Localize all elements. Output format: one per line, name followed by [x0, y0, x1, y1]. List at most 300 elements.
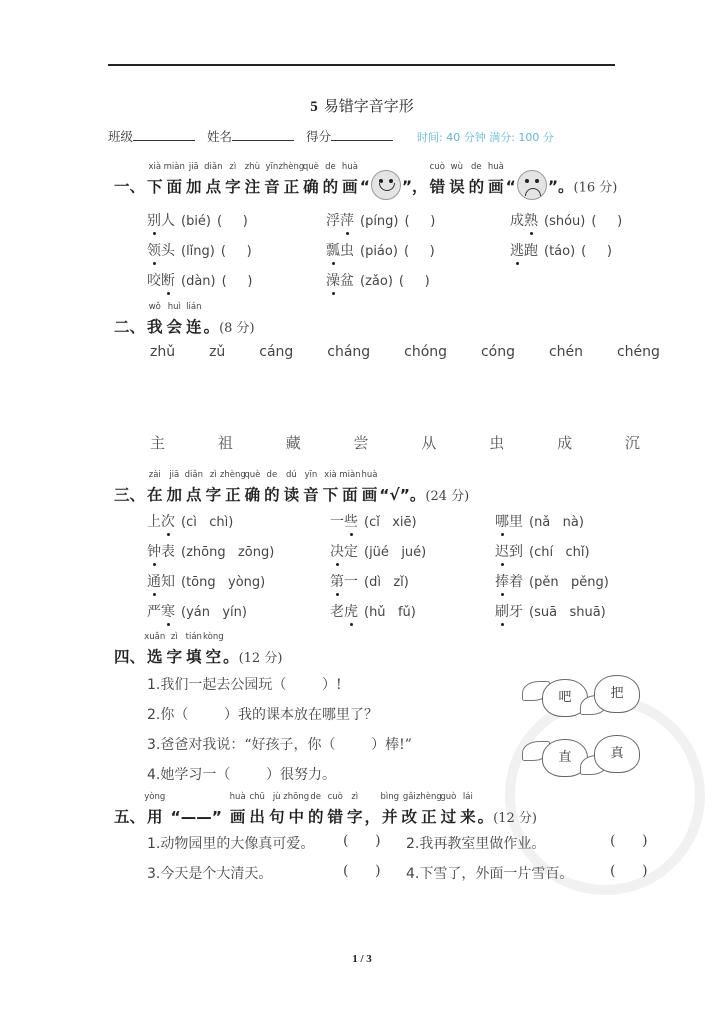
- sentence[interactable]: 下雪了，外面一片雪百。: [419, 866, 574, 882]
- char: 知: [161, 574, 175, 590]
- ruby-char: [184, 470, 203, 505]
- fill-blank-item: [147, 764, 336, 784]
- pinyin-annotation: gǎi: [402, 792, 416, 802]
- pinyin-annotation: huà: [229, 792, 246, 802]
- hanzi-option[interactable]: 藏: [285, 434, 301, 452]
- pinyin-annotation: jiā: [169, 470, 180, 480]
- answer-blank[interactable]: ( ): [220, 244, 252, 259]
- hanzi: 注: [244, 177, 261, 196]
- reading-choice-item: [495, 511, 584, 531]
- ruby-char: [166, 470, 183, 505]
- dotted-char: 捧: [495, 574, 509, 590]
- hanzi: 音: [303, 486, 319, 504]
- pinyin-check-item: [147, 270, 252, 290]
- pinyin: (píng): [360, 214, 399, 229]
- sentence-with-blank[interactable]: 爸爸对我说：“好孩子，你（ ）棒!”: [160, 737, 412, 753]
- ruby-char: [401, 792, 418, 827]
- hanzi: 来: [460, 808, 476, 826]
- ruby-char: [163, 161, 185, 197]
- ruby-char: [244, 161, 261, 197]
- ruby-char: [268, 792, 285, 827]
- dotted-char: 第: [330, 574, 344, 590]
- hanzi: 字: [205, 486, 222, 504]
- char: 牙: [509, 604, 523, 620]
- section-score: (12 分): [493, 811, 537, 826]
- hanzi: 确: [244, 486, 261, 504]
- char: 跑: [524, 243, 538, 259]
- dotted-word: [147, 273, 175, 289]
- pinyin-annotation: huà: [487, 161, 504, 172]
- error-correction-item: [406, 833, 545, 853]
- ruby-char: [347, 792, 363, 827]
- pinyin-option[interactable]: chéng: [616, 344, 660, 360]
- hanzi: 下: [322, 486, 339, 504]
- period: 。: [223, 648, 239, 666]
- sad-face-icon: [517, 170, 547, 200]
- ruby-char: [361, 470, 378, 505]
- reading-choice-item: [330, 571, 409, 591]
- pinyin-annotation: de: [310, 792, 322, 802]
- hanzi: 画: [488, 177, 504, 196]
- pinyin-annotation: bìng: [380, 792, 400, 802]
- section-score: (8 分): [219, 321, 255, 336]
- pinyin-check-item: [147, 210, 248, 230]
- score-field[interactable]: [331, 129, 393, 141]
- pinyin-annotation: zì: [229, 161, 237, 172]
- pinyin-annotation: miàn: [339, 470, 361, 480]
- ruby-char: [185, 632, 202, 667]
- pinyin-options[interactable]: (cì chì): [181, 515, 234, 530]
- pinyin-annotation: jù: [272, 792, 281, 802]
- name-field[interactable]: [232, 129, 294, 141]
- ruby-char: [449, 161, 465, 197]
- ruby-char: [322, 161, 339, 197]
- error-correction-item: [147, 863, 272, 883]
- hanzi: 加: [186, 177, 202, 196]
- dotted-word: [510, 213, 538, 229]
- char: 到: [509, 544, 523, 560]
- pinyin-annotation: xià: [324, 470, 337, 480]
- hanzi: 错: [327, 808, 343, 826]
- pinyin-option[interactable]: cháng: [327, 344, 371, 360]
- pinyin-check-item: [510, 240, 612, 260]
- ruby-char: [341, 161, 358, 197]
- student-info-row: [108, 127, 554, 145]
- class-field[interactable]: [133, 129, 195, 141]
- dotted-word: [147, 213, 175, 229]
- dotted-char: 澡: [326, 273, 340, 289]
- exam-meta: 时间: 40 分钟 满分: 100 分: [417, 131, 554, 144]
- section-3-heading: [114, 470, 470, 505]
- item-number: 4.: [406, 866, 420, 882]
- pinyin-annotation: lái: [462, 792, 473, 802]
- pinyin-check-item: [326, 270, 430, 290]
- dotted-word: [326, 213, 354, 229]
- ruby-char: [147, 161, 163, 197]
- pumpkin-choice: 把: [594, 675, 640, 713]
- char: 着: [509, 574, 523, 590]
- hanzi: 点: [205, 177, 222, 196]
- section-score: (24 分): [425, 489, 470, 504]
- pinyin-options[interactable]: (chí chǐ): [529, 545, 590, 560]
- pinyin-annotation: zhù: [244, 161, 260, 172]
- reading-choice-item: [495, 541, 590, 561]
- answer-blank[interactable]: ( ): [404, 214, 436, 229]
- ruby-char: [307, 792, 324, 827]
- ruby-char: [229, 792, 246, 827]
- char: 严: [147, 604, 161, 620]
- hanzi: 画: [342, 177, 358, 196]
- pinyin-option[interactable]: cáng: [259, 344, 294, 360]
- pumpkin-choice: 真: [594, 735, 640, 773]
- dotted-word: [326, 243, 354, 259]
- reading-choice-item: [147, 571, 265, 591]
- pinyin-annotation: yīn: [265, 161, 279, 172]
- char: 人: [161, 213, 175, 229]
- hanzi: 正: [283, 177, 300, 196]
- pinyin-annotation: huà: [341, 161, 358, 172]
- char: 虫: [340, 243, 354, 259]
- section-2-heading: [114, 302, 255, 337]
- hanzi: 画: [361, 486, 378, 504]
- pinyin-annotation: zì: [170, 632, 178, 642]
- pinyin-annotation: xià: [148, 161, 162, 172]
- sentence[interactable]: 今天是个大清天。: [160, 866, 273, 882]
- pinyin-annotation: cuò: [429, 161, 445, 172]
- period: 。: [477, 808, 494, 826]
- char: 一: [330, 514, 344, 530]
- hanzi: 确: [303, 177, 319, 196]
- dotted-char: 决: [330, 544, 344, 560]
- dotted-word: [330, 604, 358, 620]
- pinyin-options[interactable]: (hǔ fǔ): [364, 605, 416, 620]
- underline-mark: “——”: [170, 808, 222, 826]
- char: 头: [161, 243, 175, 259]
- pinyin-annotation: miàn: [163, 161, 185, 172]
- char: 上: [147, 514, 161, 530]
- hanzi: 会: [166, 318, 183, 336]
- pinyin-annotation: cuò: [327, 792, 343, 802]
- reading-choice-item: [495, 571, 609, 591]
- pinyin-options[interactable]: (cǐ xiē): [364, 515, 417, 530]
- dotted-char: 迟: [495, 544, 509, 560]
- pinyin-annotation: zhèng: [415, 792, 442, 802]
- pinyin-options[interactable]: (zhōng zōng): [181, 545, 275, 560]
- sentence[interactable]: 我再教室里做作业。: [419, 836, 546, 852]
- pinyin-option[interactable]: chóng: [404, 344, 448, 360]
- dotted-char: 瓢: [326, 243, 340, 259]
- ruby-char: [380, 792, 400, 827]
- pinyin-option[interactable]: zǔ: [209, 344, 226, 360]
- dotted-char: 通: [147, 574, 161, 590]
- char: 一: [344, 574, 358, 590]
- char: 定: [344, 544, 358, 560]
- pinyin-annotation: lián: [186, 302, 202, 312]
- reading-choice-item: [330, 541, 426, 561]
- section-5-heading: [114, 792, 537, 827]
- hanzi: 改: [401, 808, 418, 826]
- dotted-char: 逃: [510, 243, 524, 259]
- dotted-word: [147, 604, 175, 620]
- dotted-word: [147, 574, 175, 590]
- answer-blank[interactable]: ( ): [581, 244, 612, 259]
- dotted-char: 萍: [340, 213, 354, 229]
- hanzi: 句: [268, 808, 285, 826]
- hanzi: 面: [166, 177, 183, 196]
- pinyin-annotation: wù: [450, 161, 463, 172]
- top-rule: [108, 64, 615, 66]
- ruby-char: [415, 792, 442, 827]
- pinyin-annotation: de: [471, 161, 482, 172]
- item-number: 2.: [406, 836, 420, 852]
- char: 浮: [326, 213, 340, 229]
- hanzi: 点: [186, 486, 202, 504]
- sentence[interactable]: 动物园里的大像真可爱。: [160, 836, 315, 852]
- pinyin-annotation: huì: [167, 302, 181, 312]
- hanzi: 在: [147, 486, 163, 504]
- dotted-char: 领: [147, 243, 161, 259]
- pinyin-annotation: guò: [440, 792, 457, 802]
- answer-blank[interactable]: ( ): [610, 833, 648, 849]
- dotted-char: 哪: [495, 514, 509, 530]
- lesson-number: 5: [310, 99, 318, 115]
- hanzi: 填: [186, 648, 202, 666]
- char: 咬: [147, 273, 161, 289]
- item-number: 1.: [147, 836, 161, 852]
- reading-choice-item: [330, 511, 417, 531]
- hanzi: 我: [147, 318, 163, 336]
- pinyin-annotation: wǒ: [148, 302, 161, 312]
- ruby-char: [225, 161, 241, 197]
- dotted-char: 别: [147, 213, 161, 229]
- dotted-word: [495, 574, 523, 590]
- hanzi: 空: [205, 648, 222, 666]
- pinyin-options[interactable]: (nǎ nà): [529, 515, 584, 530]
- hanzi-option[interactable]: 祖: [217, 434, 233, 452]
- pinyin-annotation: zhèng: [219, 470, 246, 480]
- pinyin-annotation: yòng: [144, 792, 166, 802]
- item-number: 1.: [147, 677, 161, 693]
- pinyin-options[interactable]: (yán yín): [181, 605, 247, 620]
- hanzi: 下: [147, 177, 163, 196]
- pinyin-option[interactable]: cóng: [480, 344, 516, 360]
- hanzi: 过: [440, 808, 457, 826]
- item-number: 3.: [147, 737, 161, 753]
- dotted-char: 寒: [161, 604, 175, 620]
- dotted-word: [495, 544, 523, 560]
- dotted-char: 断: [161, 273, 175, 289]
- hanzi: 出: [249, 808, 265, 826]
- ruby-char: [460, 792, 476, 827]
- answer-blank[interactable]: ( ): [591, 214, 623, 229]
- ruby-char: [339, 470, 361, 505]
- dotted-word: [330, 574, 358, 590]
- pinyin-options[interactable]: (pěn pěng): [529, 575, 609, 590]
- section-score: (12 分): [238, 651, 283, 666]
- hanzi: 的: [468, 177, 485, 196]
- reading-choice-item: [147, 541, 274, 561]
- hanzi: 字: [225, 177, 241, 196]
- ruby-char: [166, 302, 183, 337]
- hanzi: 面: [342, 486, 358, 504]
- pinyin-row: [150, 344, 660, 360]
- smiley-face-icon: [371, 170, 401, 200]
- hanzi: 误: [449, 177, 465, 196]
- sentence-with-blank[interactable]: 她学习一（ ）很努力。: [160, 767, 336, 783]
- answer-blank[interactable]: ( ): [221, 274, 253, 289]
- hanzi: 中: [288, 808, 304, 826]
- pinyin-options[interactable]: (tōng yòng): [181, 575, 266, 590]
- pinyin-annotation: zì: [209, 470, 217, 480]
- quote-mark: ”。: [547, 177, 574, 196]
- hanzi: 错: [429, 177, 446, 196]
- fill-blank-item: [147, 674, 342, 694]
- pinyin-annotation: zhōng: [283, 792, 310, 802]
- ruby-char: [244, 470, 261, 505]
- class-label: 班级: [108, 129, 134, 144]
- pinyin: (bié): [181, 214, 212, 229]
- item-number: 2.: [147, 707, 161, 723]
- section-number: 二、: [114, 318, 146, 336]
- hanzi-option[interactable]: 成: [557, 434, 573, 452]
- quote-mark: ”，: [401, 177, 428, 196]
- hanzi-option[interactable]: 虫: [489, 434, 505, 452]
- dotted-char: 虎: [344, 604, 358, 620]
- pinyin-annotation: yīn: [304, 470, 318, 480]
- pumpkin-choice: 吧: [542, 679, 588, 717]
- ruby-char: [278, 161, 305, 197]
- answer-blank[interactable]: ( ): [610, 863, 648, 879]
- pumpkin-choices-illustration: [520, 675, 660, 785]
- hanzi: 选: [147, 648, 163, 666]
- hanzi: 的: [322, 177, 339, 196]
- section-1-heading: [114, 161, 618, 202]
- pinyin-check-item: [147, 240, 252, 260]
- hanzi: 画: [229, 808, 246, 826]
- pinyin-annotation: zhèng: [278, 161, 305, 172]
- dotted-word: [147, 243, 175, 259]
- ruby-char: [186, 161, 202, 197]
- item-number: 4.: [147, 767, 161, 783]
- hanzi: 并: [382, 808, 398, 826]
- pinyin: (piáo): [360, 244, 398, 259]
- dotted-char: 熟: [524, 213, 538, 229]
- reading-choice-item: [147, 601, 247, 621]
- pinyin-option[interactable]: chén: [548, 344, 584, 360]
- pinyin-options[interactable]: (suā shuā): [529, 605, 606, 620]
- dotted-char: 钟: [147, 544, 161, 560]
- pinyin-check-item: [326, 240, 435, 260]
- hanzi: 的: [264, 486, 280, 504]
- hanzi-option[interactable]: 主: [150, 434, 166, 452]
- pinyin-annotation: dú: [285, 470, 297, 480]
- ruby-char: [166, 632, 183, 667]
- reading-choice-item: [495, 601, 606, 621]
- hanzi: 连: [186, 318, 202, 336]
- pinyin-option[interactable]: zhǔ: [150, 344, 176, 360]
- pinyin: (lǐng): [181, 244, 215, 259]
- fill-blank-item: [147, 734, 412, 754]
- answer-blank[interactable]: ( ): [217, 214, 248, 229]
- quote-mark: “: [505, 177, 516, 196]
- ruby-char: [322, 470, 339, 505]
- pinyin-check-item: [326, 210, 435, 230]
- pinyin-annotation: huà: [361, 470, 378, 480]
- hanzi-option[interactable]: 尝: [353, 434, 369, 452]
- hanzi: 音: [264, 177, 280, 196]
- item-number: 3.: [147, 866, 161, 882]
- pinyin-annotation: què: [244, 470, 261, 480]
- ruby-char: [147, 470, 163, 505]
- sentence-with-blank[interactable]: 我们一起去公园玩（ ）!: [160, 677, 342, 693]
- section-number: 四、: [114, 648, 146, 666]
- section-number: 三、: [114, 486, 146, 504]
- pumpkin-choice: 直: [542, 739, 588, 777]
- ruby-char: [283, 792, 310, 827]
- reading-choice-item: [330, 601, 416, 621]
- page-title: [0, 95, 724, 116]
- pinyin-annotation: de: [266, 470, 278, 480]
- section-4-heading: [114, 632, 283, 667]
- hanzi-option[interactable]: 沉: [624, 434, 640, 452]
- section-number: 五、: [114, 808, 146, 826]
- fill-blank-item: [147, 704, 378, 724]
- dotted-word: [495, 604, 523, 620]
- dotted-char: 次: [161, 514, 175, 530]
- ruby-char: [468, 161, 485, 197]
- ruby-char: [144, 792, 166, 827]
- pinyin-annotation: chū: [249, 792, 265, 802]
- answer-blank[interactable]: ( ): [343, 833, 381, 849]
- ruby-char: [144, 632, 166, 667]
- error-correction-item: [147, 833, 314, 853]
- hanzi: 字: [347, 808, 363, 826]
- ruby-char: [487, 161, 504, 197]
- answer-blank[interactable]: ( ): [398, 274, 430, 289]
- pinyin-annotation: tián: [185, 632, 202, 642]
- dotted-word: [147, 514, 175, 530]
- hanzi-option[interactable]: 从: [421, 434, 437, 452]
- sentence-with-blank[interactable]: 你（ ）我的课本放在哪里了？: [160, 707, 378, 723]
- comma: ，: [364, 808, 381, 826]
- pinyin-options[interactable]: (jüé jué): [364, 545, 427, 560]
- error-correction-item: [406, 863, 573, 883]
- ruby-char: [302, 161, 319, 197]
- hanzi: 字: [166, 648, 183, 666]
- ruby-char: [219, 470, 246, 505]
- char: 表: [161, 544, 175, 560]
- pinyin: (dàn): [181, 274, 216, 289]
- hanzi: 正: [421, 808, 437, 826]
- pinyin-options[interactable]: (dì zǐ): [364, 575, 409, 590]
- pinyin: (táo): [544, 244, 576, 259]
- ruby-char: [264, 161, 280, 197]
- ruby-char: [204, 161, 223, 197]
- score-label: 得分: [306, 129, 332, 144]
- dotted-word: [330, 544, 358, 560]
- char: 老: [330, 604, 344, 620]
- pinyin-annotation: diǎn: [204, 161, 223, 172]
- period: 。: [203, 318, 220, 336]
- dotted-word: [326, 273, 354, 289]
- ruby-char: [203, 632, 224, 667]
- answer-blank[interactable]: ( ): [403, 244, 435, 259]
- dotted-word: [330, 514, 358, 530]
- char: 里: [509, 514, 523, 530]
- pinyin: (zǎo): [360, 274, 393, 289]
- answer-blank[interactable]: ( ): [343, 863, 381, 879]
- page-number: 1 / 3: [352, 953, 372, 965]
